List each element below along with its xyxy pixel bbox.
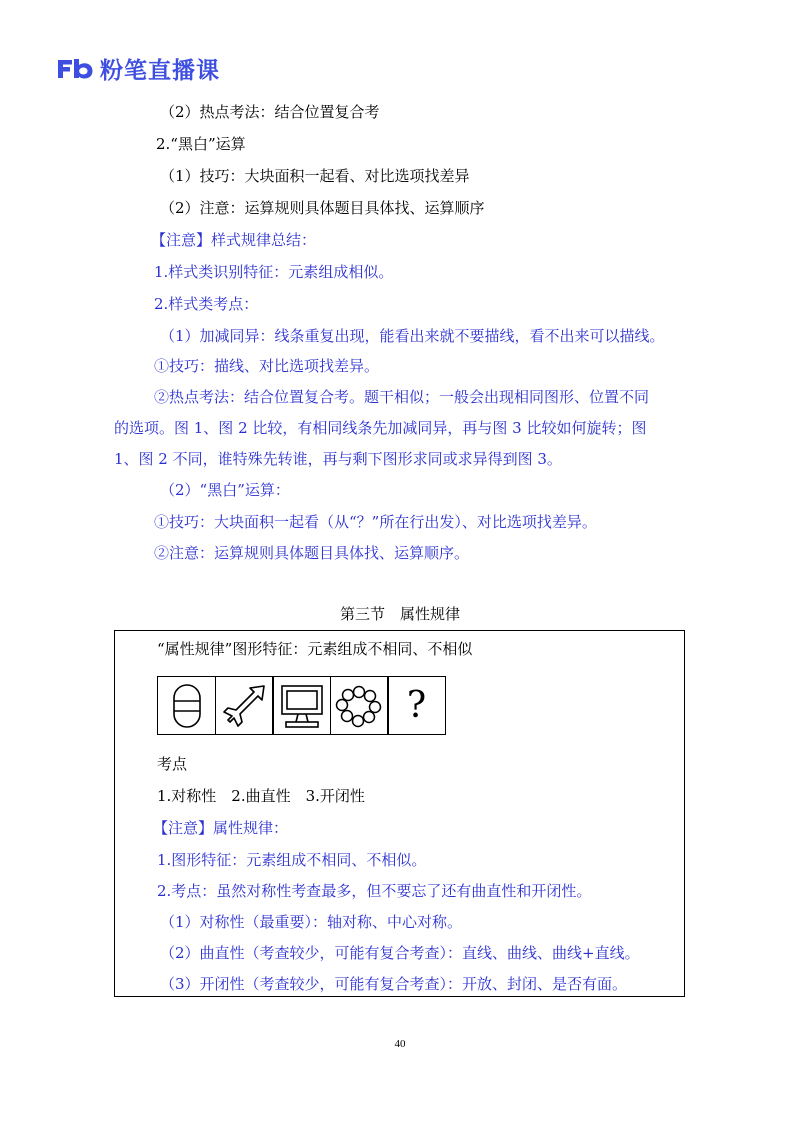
box-note-line: 1.图形特征：元素组成不相同、不相似。 [157, 851, 427, 869]
brand-name: 粉笔直播课 [100, 57, 220, 84]
figure-sequence [157, 676, 445, 735]
figure-cell [272, 676, 331, 735]
fb-logo-icon [56, 57, 94, 79]
arrow-figure-icon [220, 682, 268, 730]
capsule-figure-icon [167, 682, 207, 730]
note-line: ①技巧：大块面积一起看（从“？”所在行出发）、对比选项找差异。 [154, 513, 597, 531]
text-line: （2）热点考法：结合位置复合考 [160, 103, 380, 121]
box-note-line: （3）开闭性（考查较少，可能有复合考查）：开放、封闭、是否有面。 [160, 975, 628, 993]
brand-header [56, 52, 220, 84]
figure-cell [215, 676, 274, 735]
box-note-line: （1）对称性（最重要）：轴对称、中心对称。 [160, 913, 463, 931]
figure-cell [387, 676, 446, 735]
box-intro: “属性规律”图形特征：元素组成不相同、不相似 [157, 640, 473, 658]
section-title: 第三节 属性规律 [339, 605, 460, 623]
note-line: 1、图 2 不同，谁特殊先转谁，再与剩下图形求同或求异得到图 3。 [114, 450, 562, 468]
text-line: （2）注意：运算规则具体题目具体找、运算顺序 [160, 199, 485, 217]
note-line: 的选项。图 1、图 2 比较，有相同线条先加减同异，再与图 3 比较如何旋转；图 [114, 419, 647, 437]
box-note-line: （2）曲直性（考查较少，可能有复合考查）：直线、曲线、曲线+直线。 [160, 944, 640, 962]
note-line: （1）加减同异：线条重复出现，能看出来就不要描线，看不出来可以描线。 [160, 327, 665, 345]
circle-ring-figure-icon [334, 682, 384, 730]
kaodian-label: 考点 [157, 755, 188, 773]
note-heading: 【注意】样式规律总结： [151, 231, 317, 249]
note-line: （2）“黑白”运算： [160, 481, 290, 499]
text-line: 2.“黑白”运算 [156, 135, 246, 153]
box-note-heading: 【注意】属性规律： [153, 819, 289, 837]
note-line: ②注意：运算规则具体题目具体找、运算顺序。 [154, 544, 470, 562]
monitor-figure-icon [278, 682, 326, 730]
text-line: （1）技巧：大块面积一起看、对比选项找差异 [160, 167, 470, 185]
figure-cell [157, 676, 216, 735]
question-mark: ? [406, 685, 427, 726]
note-line: ②热点考法：结合位置复合考。题干相似；一般会出现相同图形、位置不同 [154, 388, 650, 406]
kaodian-list: 1.对称性 2.曲直性 3.开闭性 [157, 787, 365, 805]
note-line: 2.样式类考点： [154, 295, 259, 313]
note-line: ①技巧：描线、对比选项找差异。 [154, 357, 380, 375]
box-note-line: 2.考点：虽然对称性考查最多，但不要忘了还有曲直性和开闭性。 [157, 882, 592, 900]
page-number: 40 [394, 1038, 406, 1050]
figure-cell [330, 676, 389, 735]
note-line: 1.样式类识别特征：元素组成相似。 [154, 263, 394, 281]
